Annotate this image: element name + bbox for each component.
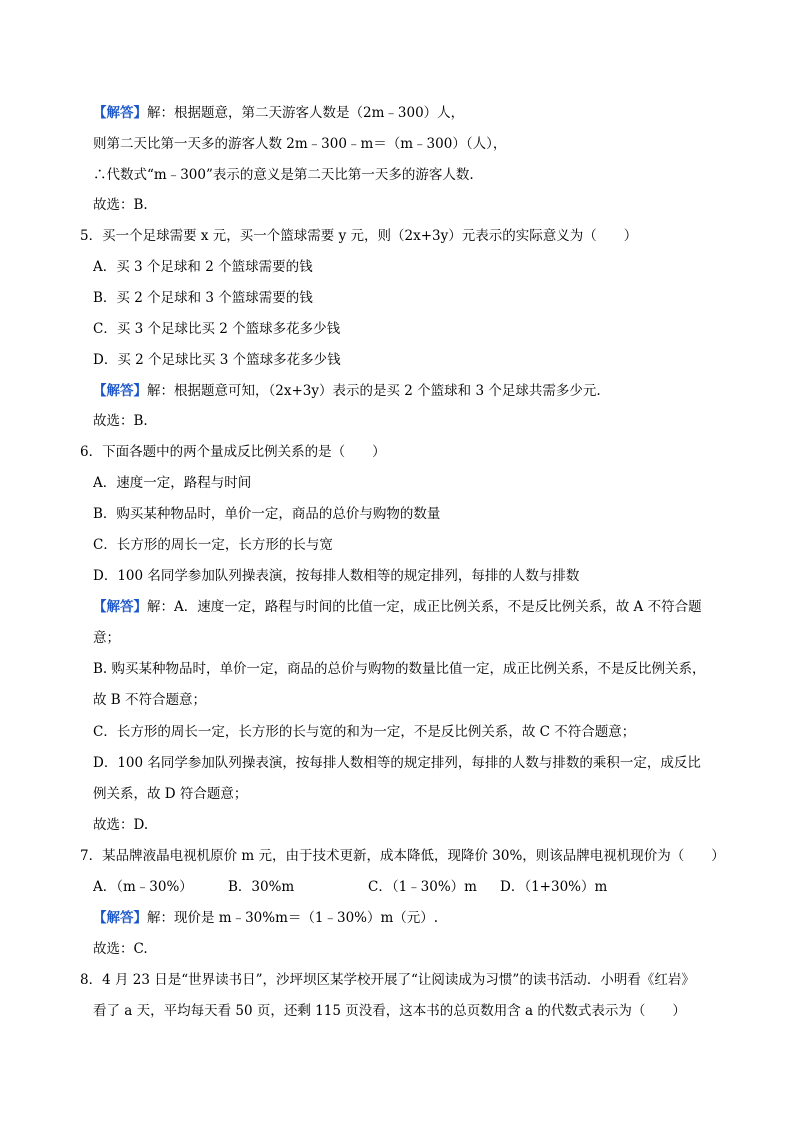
option-d: D．买 2 个足球比买 3 个篮球多花多少钱 — [93, 352, 341, 368]
answer-tag: 【解答】 — [93, 599, 147, 615]
answer-line — [93, 382, 601, 400]
answer-line — [93, 104, 464, 122]
question-8: 8．4 月 23 日是“世界读书日”，沙坪坝区某学校开展了“让阅读成为习惯”的读书活动．小明看《红岩》 — [80, 972, 695, 988]
answer-choice: 故选：C. — [93, 941, 148, 957]
answer-text: 解：现价是 m﹣30%m＝（1﹣30%）m（元）. — [147, 910, 439, 926]
option-b: B．买 2 个足球和 3 个篮球需要的钱 — [93, 290, 313, 306]
option-a: A．速度一定，路程与时间 — [93, 475, 252, 491]
question-5: 5．买一个足球需要 x 元，买一个篮球需要 y 元，则（2x+3y）元表示的实际意义为（ ） — [80, 228, 638, 244]
answer-choice: 故选：B. — [93, 197, 148, 213]
answer-choice: 故选：B. — [93, 413, 148, 429]
answer-line: 意； — [93, 630, 120, 646]
option-c: C．长方形的周长一定，长方形的长与宽 — [93, 537, 333, 553]
answer-text: 解：A．速度一定，路程与时间的比值一定，成正比例关系，不是反比例关系，故 A 不符合题 — [147, 599, 702, 615]
answer-choice: 故选：D. — [93, 817, 149, 833]
option-a: A．（m﹣30%） — [93, 879, 193, 895]
answer-tag: 【解答】 — [93, 383, 147, 399]
option-d: D．（1+30%）m — [500, 879, 608, 895]
answer-text: 解：根据题意可知，（2x+3y）表示的是买 2 个篮球和 3 个足球共需多少元. — [147, 383, 601, 399]
question-8-continued: 看了 a 天，平均每天看 50 页，还剩 115 页没看，这本书的总页数用含 a 的代数式表示为（ ） — [93, 1003, 686, 1019]
answer-line — [93, 909, 438, 927]
question-7: 7．某品牌液晶电视机原价 m 元，由于技术更新，成本降低，现降价 30%，则该品牌电视机现价为（ ） — [80, 848, 725, 864]
answer-line: 故 B 不符合题意； — [93, 692, 207, 708]
answer-line: 例关系，故 D 符合题意； — [93, 786, 248, 802]
answer-tag: 【解答】 — [93, 105, 147, 121]
answer-tag: 【解答】 — [93, 910, 147, 926]
option-c: C．（1﹣30%）m — [368, 879, 477, 895]
answer-line — [93, 598, 702, 616]
answer-line: B. 购买某种物品时，单价一定，商品的总价与购物的数量比值一定，成正比例关系，不是反比例关系， — [93, 661, 706, 677]
answer-line: 则第二天比第一天多的游客人数 2m﹣300﹣m＝（m﹣300）（人）， — [93, 136, 507, 152]
option-b: B．购买某种物品时，单价一定，商品的总价与购物的数量 — [93, 506, 441, 522]
option-c: C．买 3 个足球比买 2 个篮球多花多少钱 — [93, 321, 341, 337]
option-b: B．30%m — [228, 879, 295, 895]
option-d: D．100 名同学参加队列操表演，按每排人数相等的规定排列，每排的人数与排数 — [93, 568, 580, 584]
question-6: 6．下面各题中的两个量成反比例关系的是（ ） — [80, 444, 386, 460]
answer-text: 解：根据题意，第二天游客人数是（2m﹣300）人， — [147, 105, 465, 121]
answer-line: ∴代数式“m﹣300”表示的意义是第二天比第一天多的游客人数. — [93, 167, 474, 183]
answer-line: C．长方形的周长一定，长方形的长与宽的和为一定，不是反比例关系，故 C 不符合题意； — [93, 724, 636, 740]
answer-line: D．100 名同学参加队列操表演，按每排人数相等的规定排列，每排的人数与排数的乘积一定，成反比 — [93, 755, 701, 771]
option-a: A．买 3 个足球和 2 个篮球需要的钱 — [93, 259, 313, 275]
